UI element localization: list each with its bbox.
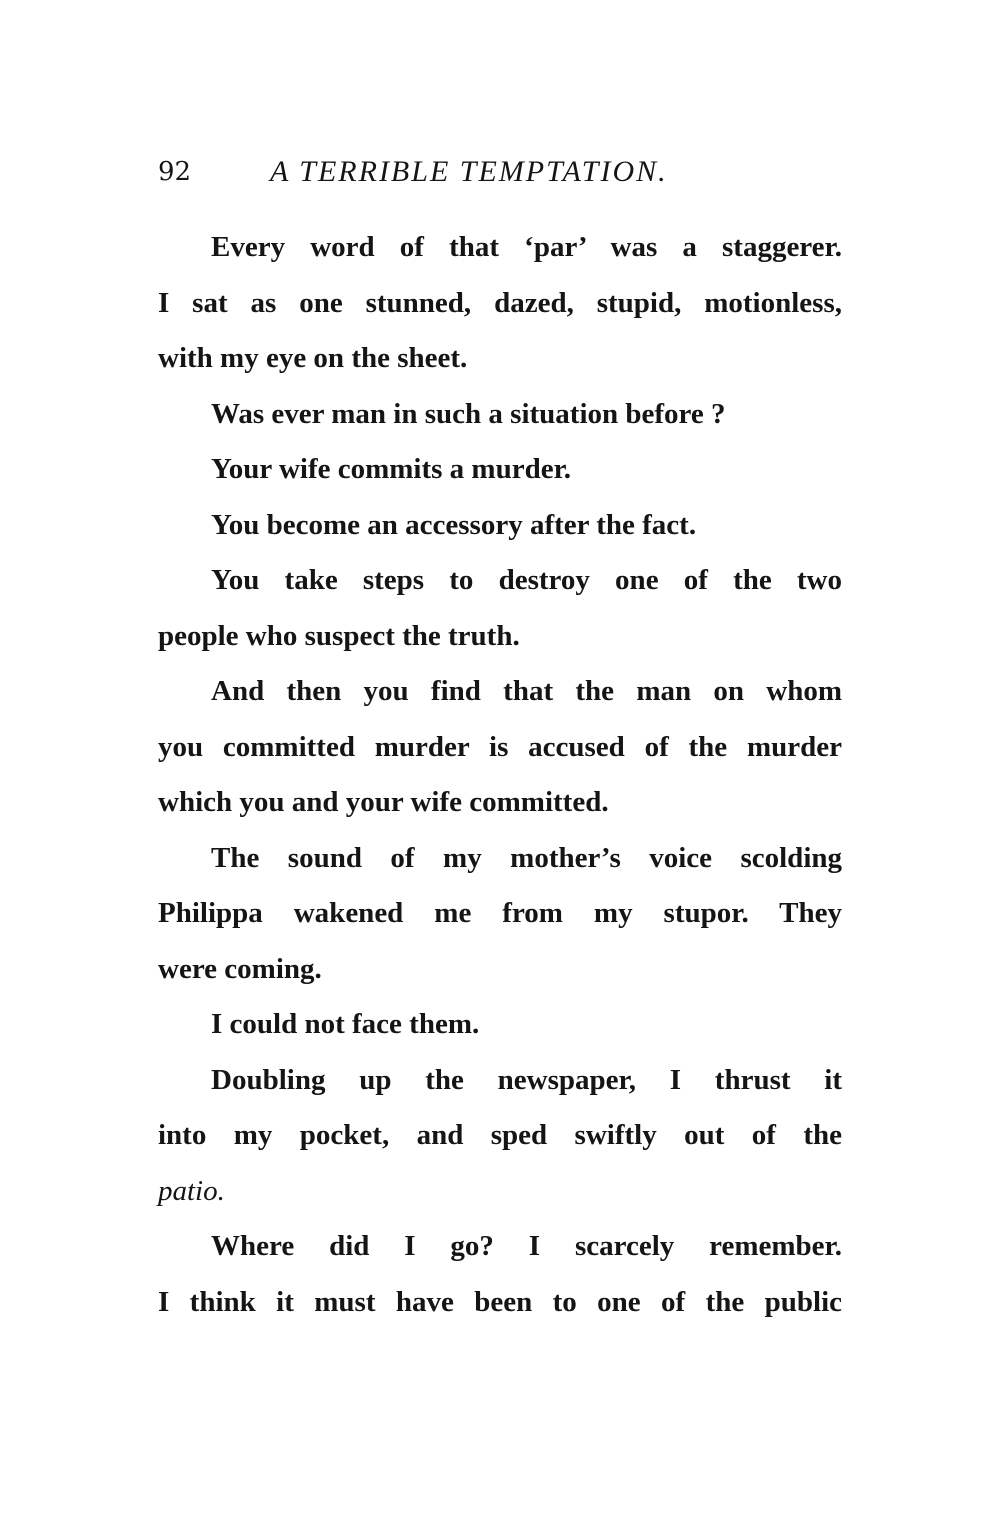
text-line: Was ever man in such a situation before ? bbox=[211, 397, 726, 430]
text-line: I could not face them. bbox=[211, 1008, 480, 1040]
text-line: I think it must have been to one of the public bbox=[158, 1285, 842, 1318]
body-text bbox=[158, 220, 842, 1330]
text-line: You become an accessory after the fact. bbox=[211, 508, 697, 541]
text-line: you committed murder is accused of the murder bbox=[158, 730, 842, 763]
text-line: Where did I go? I scarcely remember. bbox=[211, 1230, 842, 1262]
text-line: with my eye on the sheet. bbox=[158, 342, 468, 374]
text-line: Doubling up the newspaper, I thrust it bbox=[211, 1063, 842, 1096]
page-header bbox=[158, 152, 848, 192]
text-line: people who suspect the truth. bbox=[158, 619, 520, 652]
running-title: A TERRIBLE TEMPTATION. bbox=[270, 155, 668, 188]
text-line: And then you find that the man on whom bbox=[211, 675, 842, 707]
text-line: The sound of my mother’s voice scolding bbox=[211, 841, 842, 874]
text-line: were coming. bbox=[158, 952, 322, 985]
text-line-italic: patio. bbox=[158, 1174, 225, 1207]
text-line: Every word of that ‘par’ was a staggerer. bbox=[211, 231, 842, 263]
text-line: I sat as one stunned, dazed, stupid, motionless, bbox=[158, 286, 842, 319]
text-line: Your wife commits a murder. bbox=[211, 453, 572, 485]
text-line: into my pocket, and sped swiftly out of the bbox=[158, 1119, 842, 1151]
text-line: You take steps to destroy one of the two bbox=[211, 564, 842, 596]
text-line: which you and your wife committed. bbox=[158, 786, 609, 818]
page-number: 92 bbox=[158, 157, 192, 187]
text-line: Philippa wakened me from my stupor. They bbox=[158, 897, 842, 929]
